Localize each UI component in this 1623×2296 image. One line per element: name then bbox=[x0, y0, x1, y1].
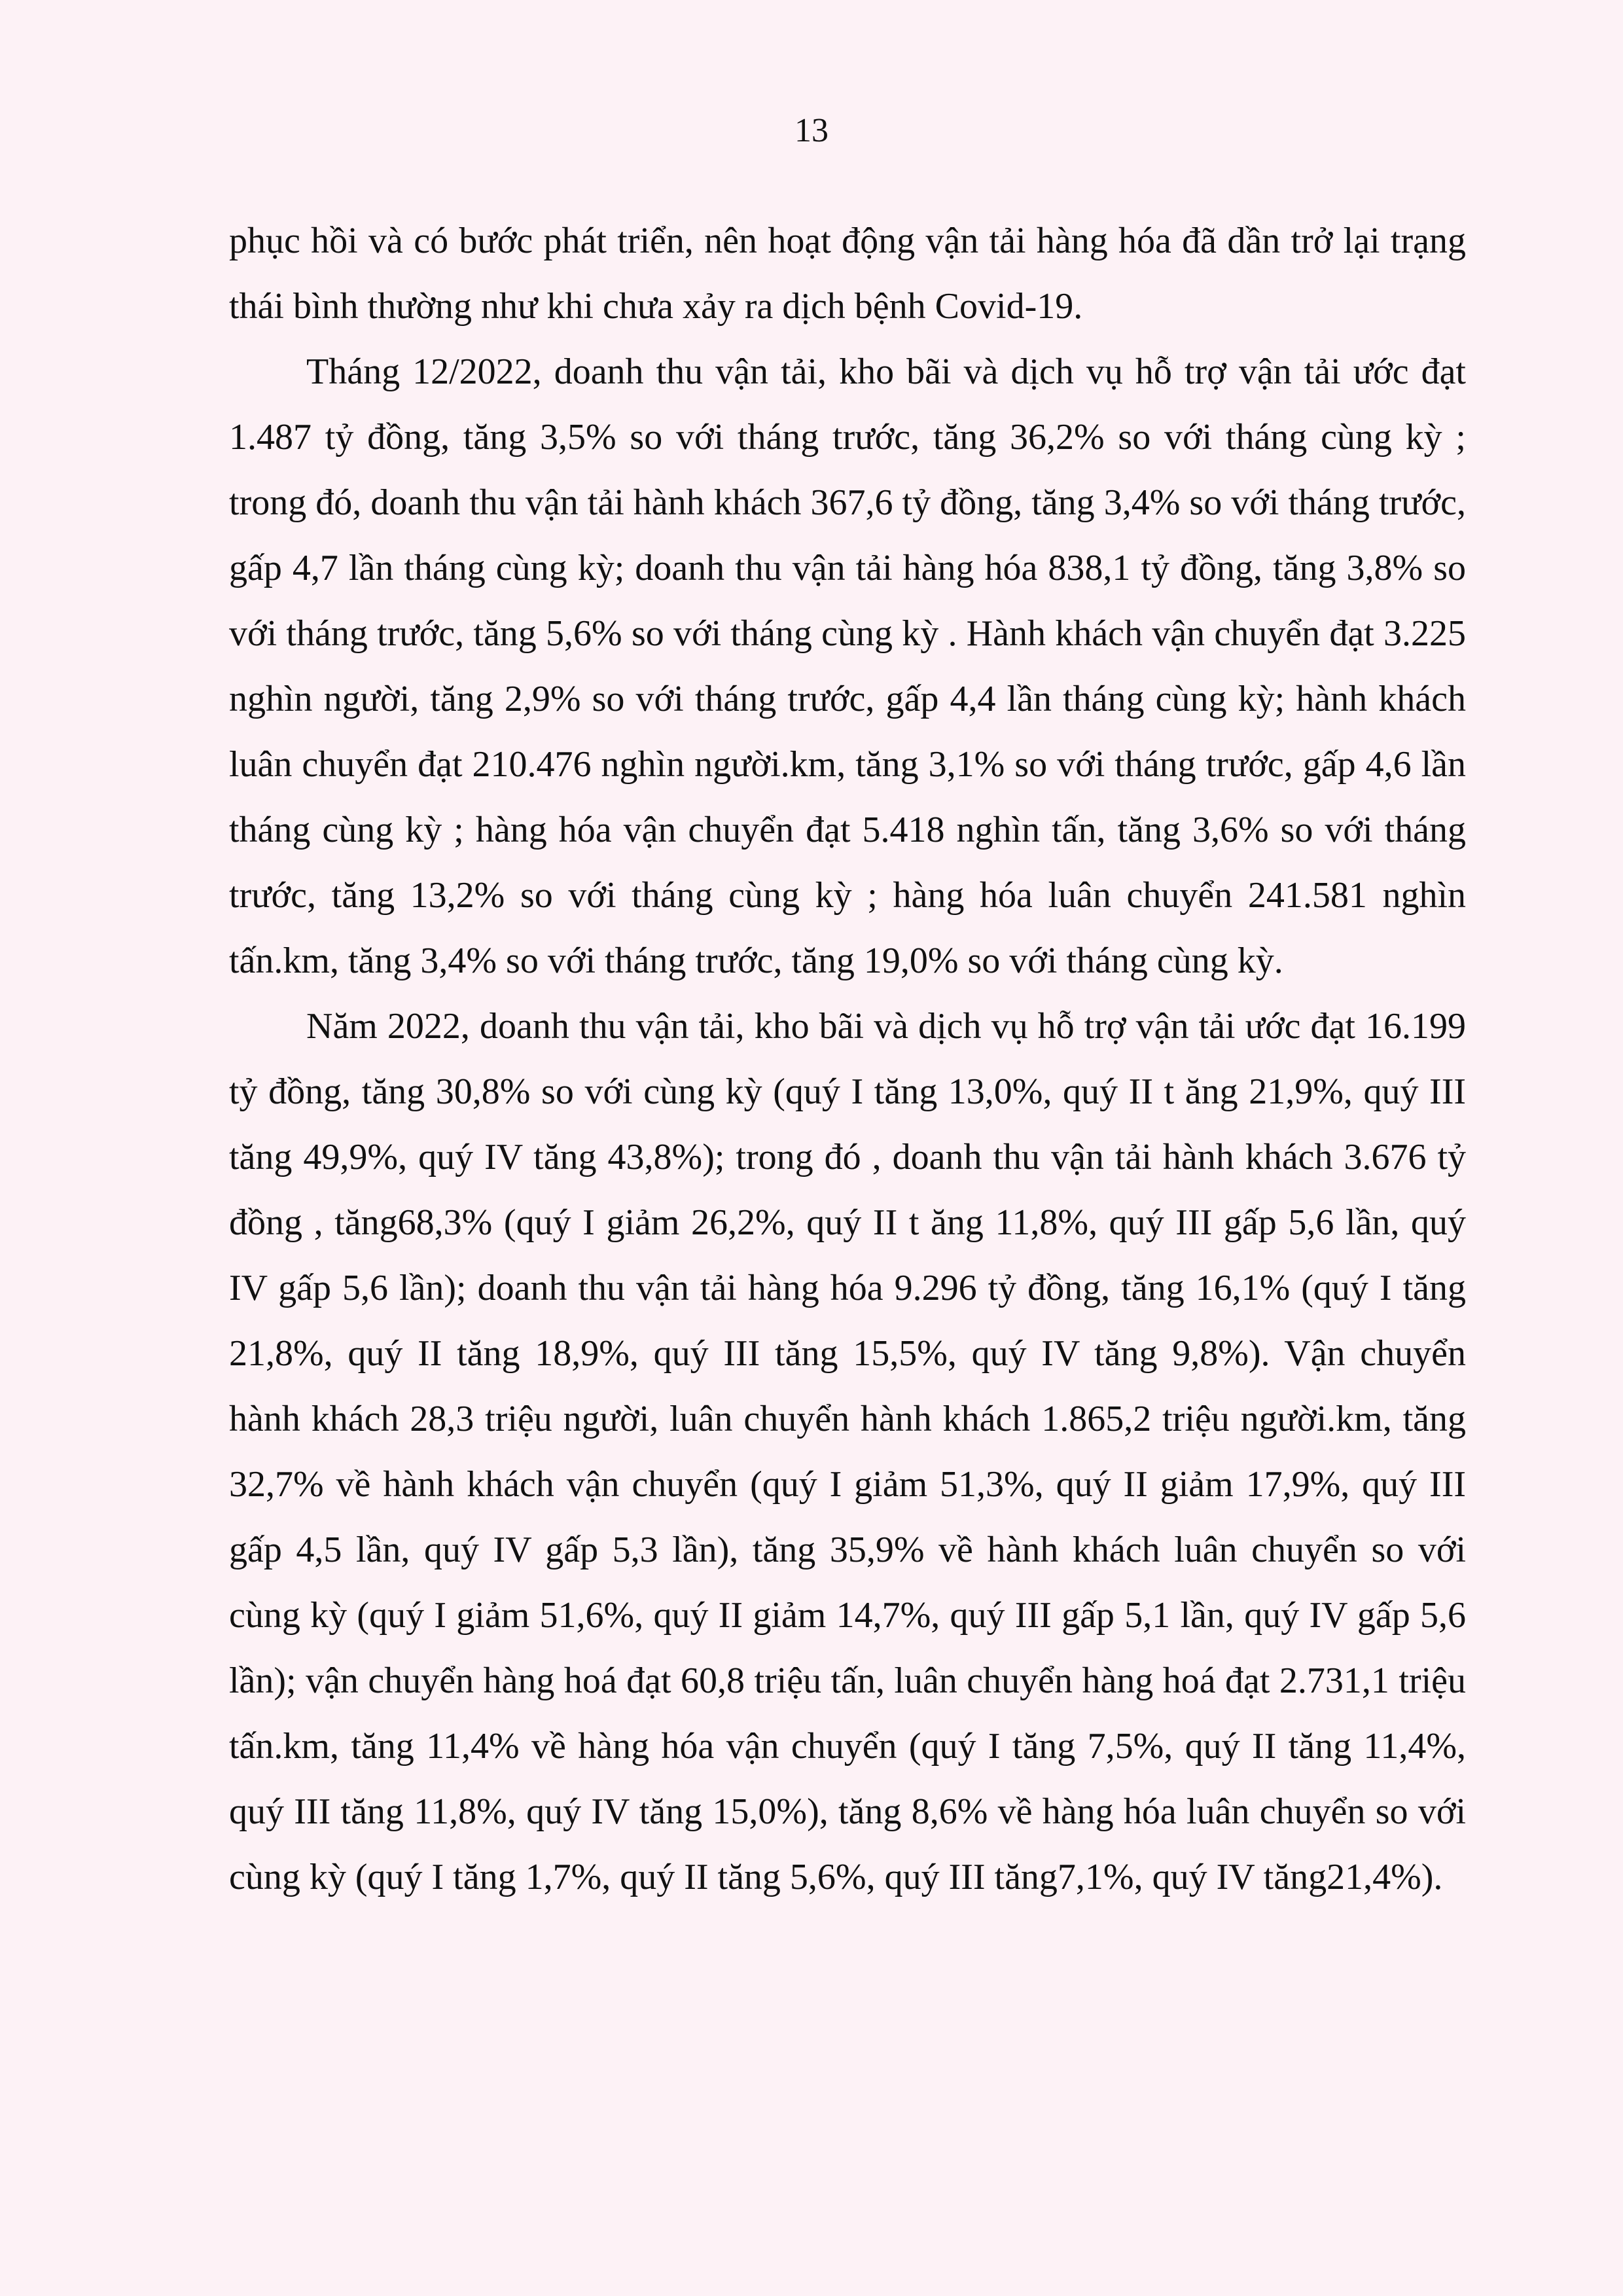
page-number: 13 bbox=[794, 112, 829, 149]
paragraph-continuation: phục hồi và có bước phát triển, nên hoạt động vận tải hàng hóa đã dần trở lại trạng thái bình thường như khi chưa xảy ra dịch bệnh Covid-19. bbox=[229, 221, 1466, 327]
body-text bbox=[229, 208, 1466, 1910]
paragraph-year-2022: Năm 2022, doanh thu vận tải, kho bãi và dịch vụ hỗ trợ vận tải ước đạt 16.199 tỷ đồng, tăng 30,8% so với cùng kỳ (quý I tăng 13,0%, quý II t ăng 21,9%, quý III tăng 49,9%, quý IV tăng 43,8%); trong đó , doanh thu vận tải hành khách 3.676 tỷ đồng , tăng68,3% (quý I giảm 26,2%, quý II t ăng 11,8%, quý III gấp 5,6 lần, quý IV gấp 5,6 lần); doanh thu vận tải hàng hóa 9.296 tỷ đồng, tăng 16,1% (quý I tăng 21,8%, quý II tăng 18,9%, quý III tăng 15,5%, quý IV tăng 9,8%). Vận chuyển hành khách 28,3 triệu người, luân chuyển hành khách 1.865,2 triệu người.km, tăng 32,7% về hành khách vận chuyển (quý I giảm 51,3%, quý II giảm 17,9%, quý III gấp 4,5 lần, quý IV gấp 5,3 lần), tăng 35,9% về hành khách luân chuyển so với cùng kỳ (quý I giảm 51,6%, quý II giảm 14,7%, quý III gấp 5,1 lần, quý IV gấp 5,6 lần); vận chuyển hàng hoá đạt 60,8 triệu tấn, luân chuyển hàng hoá đạt 2.731,1 triệu tấn.km, tăng 11,4% về hàng hóa vận chuyển (quý I tăng 7,5%, quý II tăng 11,4%, quý III tăng 11,8%, quý IV tăng 15,0%), tăng 8,6% về hàng hóa luân chuyển so với cùng kỳ (quý I tăng 1,7%, quý II tăng 5,6%, quý III tăng7,1%, quý IV tăng21,4%). bbox=[229, 1006, 1466, 1897]
paragraph-december-2022: Tháng 12/2022, doanh thu vận tải, kho bãi và dịch vụ hỗ trợ vận tải ước đạt 1.487 tỷ đồng, tăng 3,5% so với tháng trước, tăng 36,2% so với tháng cùng kỳ ; trong đó, doanh thu vận tải hành khách 367,6 tỷ đồng, tăng 3,4% so với tháng trước, gấp 4,7 lần tháng cùng kỳ; doanh thu vận tải hàng hóa 838,1 tỷ đồng, tăng 3,8% so với tháng trước, tăng 5,6% so với tháng cùng kỳ . Hành khách vận chuyển đạt 3.225 nghìn người, tăng 2,9% so với tháng trước, gấp 4,4 lần tháng cùng kỳ; hành khách luân chuyển đạt 210.476 nghìn người.km, tăng 3,1% so với tháng trước, gấp 4,6 lần tháng cùng kỳ ; hàng hóa vận chuyển đạt 5.418 nghìn tấn, tăng 3,6% so với tháng trước, tăng 13,2% so với tháng cùng kỳ ; hàng hóa luân chuyển 241.581 nghìn tấn.km, tăng 3,4% so với tháng trước, tăng 19,0% so với tháng cùng kỳ. bbox=[229, 351, 1466, 981]
